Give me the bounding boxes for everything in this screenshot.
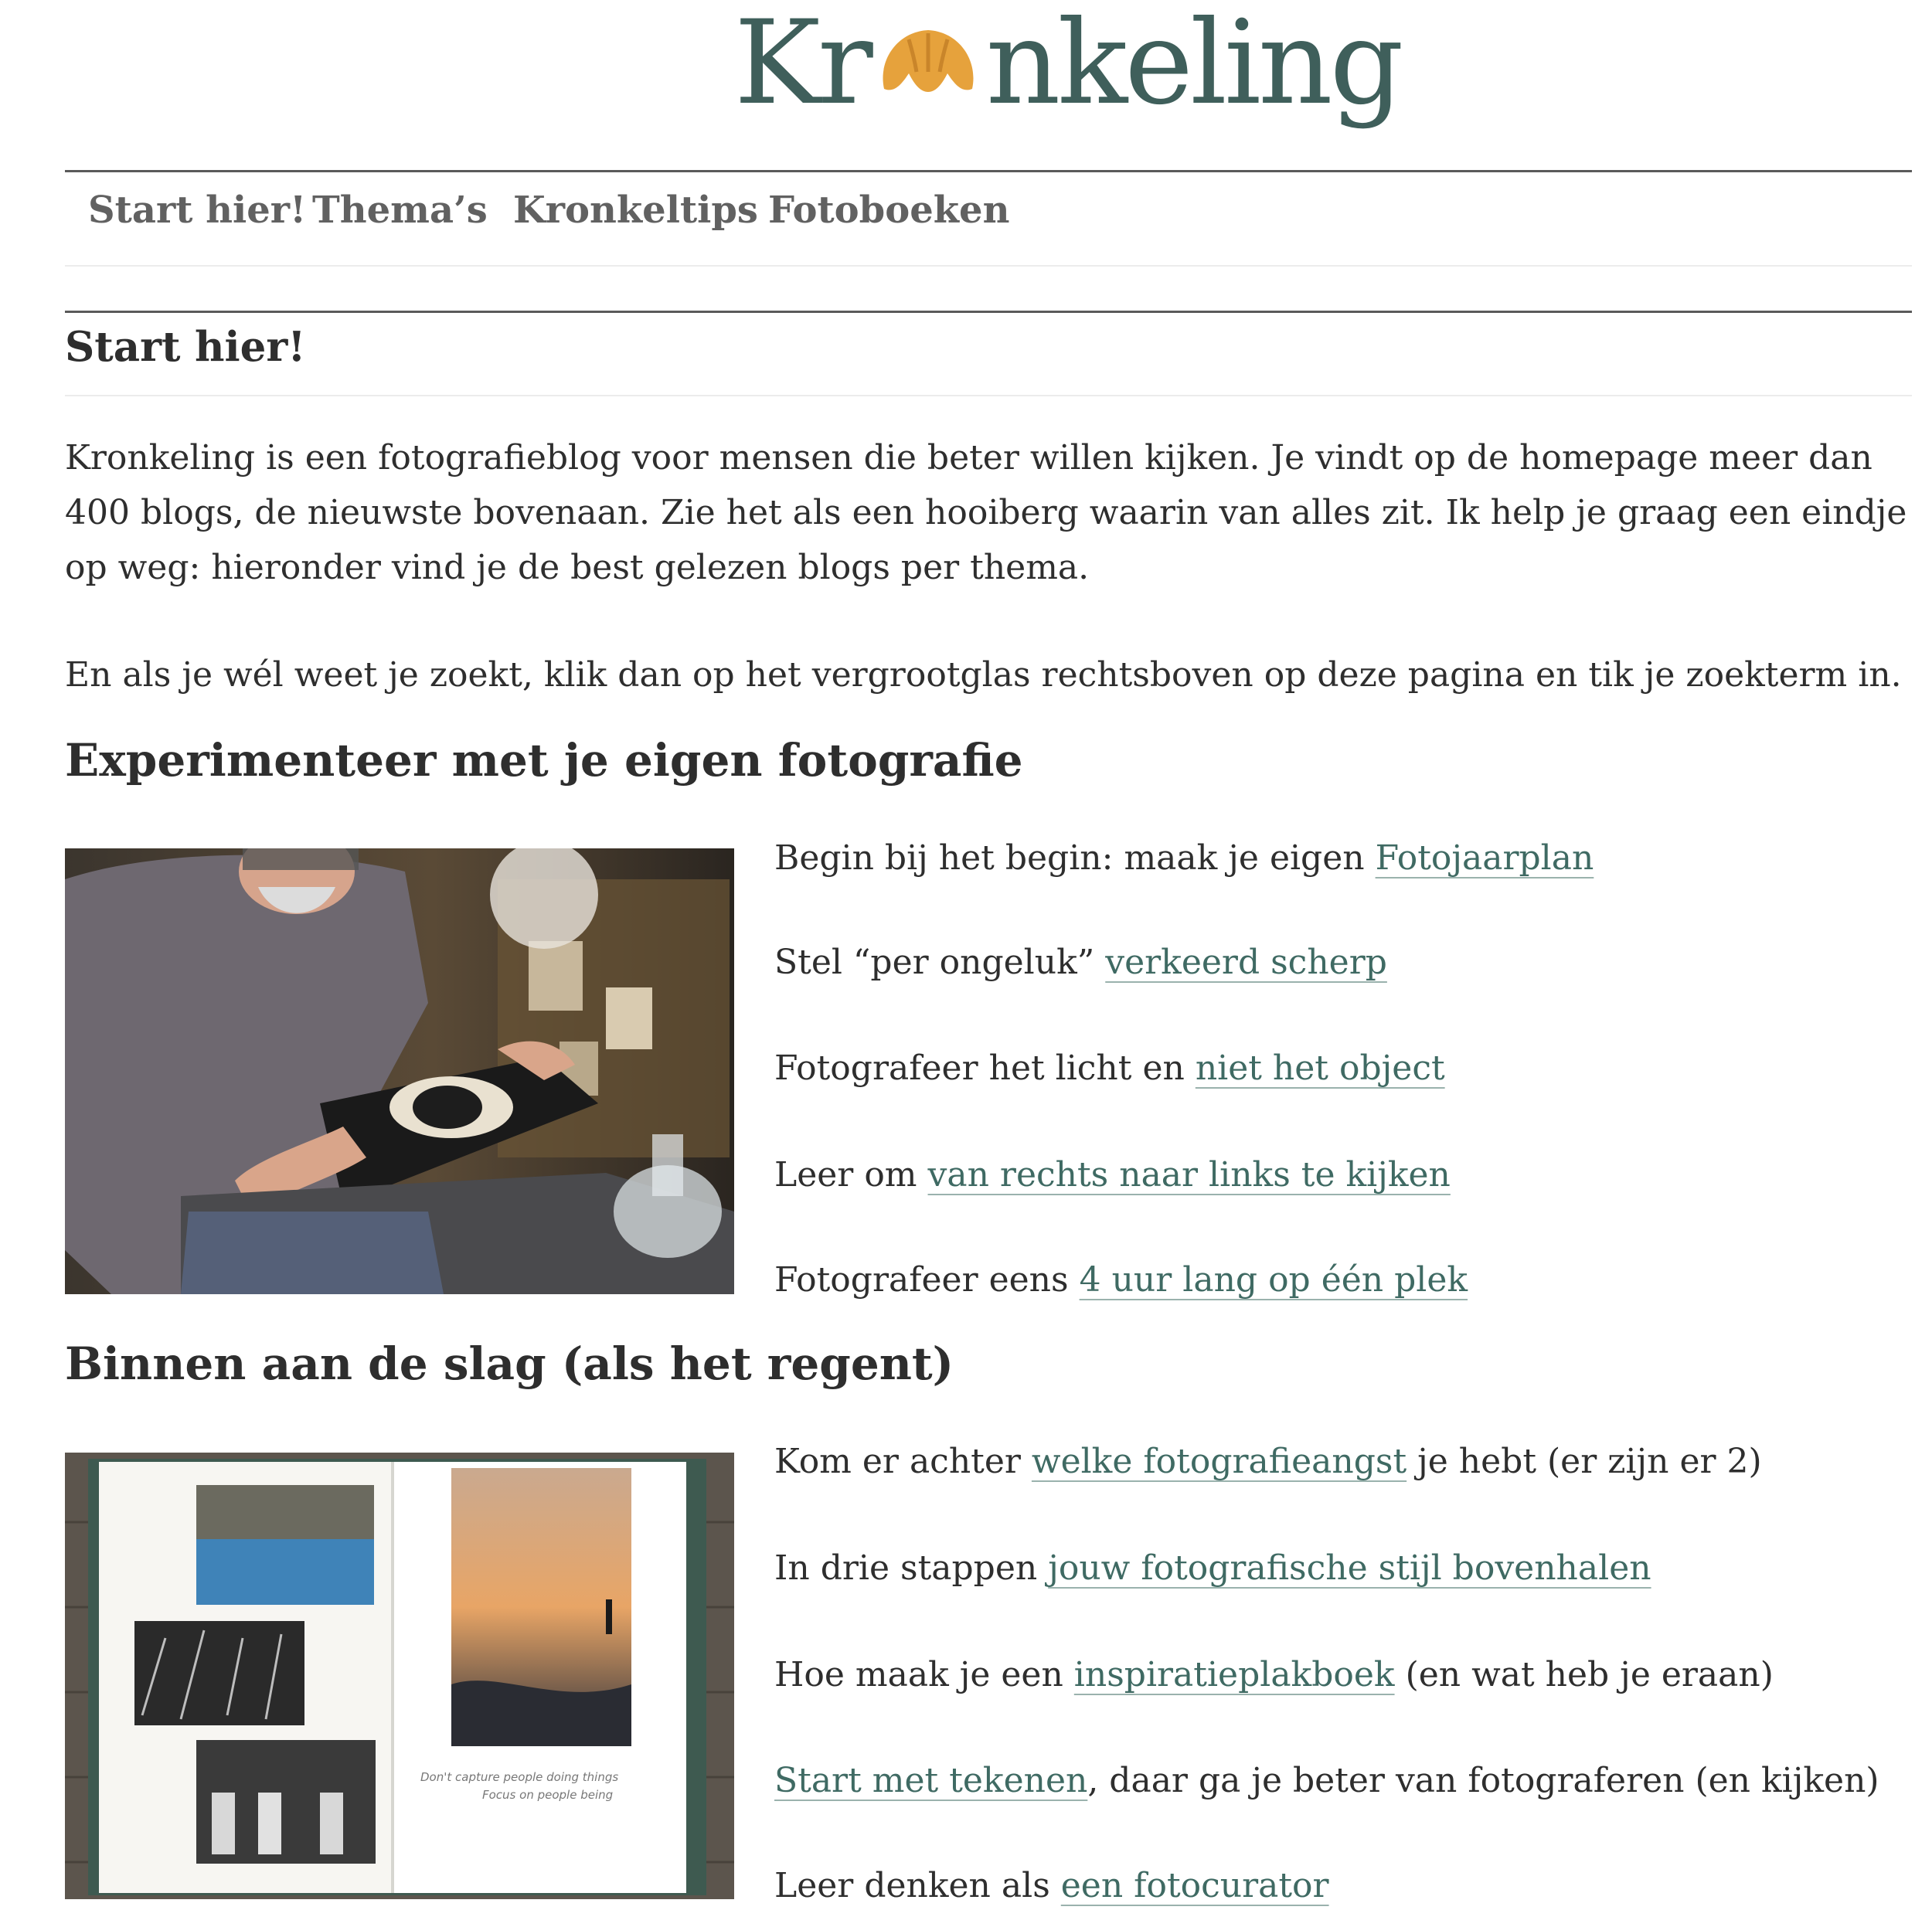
croissant-icon — [870, 18, 986, 110]
item-text-after: , daar ga je beter van fotograferen (en kijken) — [1087, 1761, 1879, 1800]
nav-item-kronkeltips[interactable]: Kronkeltips — [513, 189, 758, 232]
intro-paragraph: Kronkeling is een fotografieblog voor mensen die beter willen kijken. Je vindt op de homepage meer dan 400 blogs, de nieuwste bovenaan. Zie het als een hooiberg waarin van alles zit. Ik help je graag een eindje op weg: hieronder vind je de best gelezen blogs per thema. — [65, 438, 1907, 587]
list-item — [774, 1758, 1879, 1804]
scrapbook-quote-line2: Focus on people being — [482, 1788, 614, 1802]
link-fotocurator[interactable]: een fotocurator — [1060, 1866, 1329, 1905]
logo-text-right: nkeling — [985, 0, 1401, 131]
section-title-binnen: Binnen aan de slag (als het regent) — [65, 1337, 954, 1390]
link-fotografieangst[interactable]: welke fotografieangst — [1031, 1442, 1407, 1481]
list-item — [774, 1652, 1774, 1698]
link-van-rechts-naar-links[interactable]: van rechts naar links te kijken — [927, 1155, 1451, 1195]
list-item — [774, 1439, 1762, 1485]
photo-photographer-at-work — [65, 848, 734, 1294]
title-top-rule — [65, 311, 1912, 313]
list-item — [774, 1152, 1451, 1198]
item-text: Begin bij het begin: maak je eigen — [774, 838, 1376, 878]
list-item — [774, 1045, 1445, 1092]
link-niet-het-object[interactable]: niet het object — [1195, 1048, 1445, 1088]
link-fotografische-stijl[interactable]: jouw fotografische stijl bovenhalen — [1048, 1548, 1651, 1588]
title-bottom-rule — [65, 395, 1912, 396]
item-text-after: je hebt (er zijn er 2) — [1406, 1442, 1762, 1481]
main-nav — [65, 172, 1912, 264]
search-hint-paragraph: En als je wél weet je zoekt, klik dan op het vergrootglas rechtsboven op deze pagina en tik je zoekterm in. — [65, 655, 1902, 695]
photo-scrapbook — [65, 1453, 734, 1899]
site-header — [0, 0, 1932, 155]
list-item — [774, 835, 1594, 882]
link-start-met-tekenen[interactable]: Start met tekenen — [774, 1761, 1088, 1800]
list-item — [774, 1545, 1651, 1592]
link-inspiratieplakboek[interactable]: inspiratieplakboek — [1073, 1655, 1395, 1694]
scrapbook-quote-line1: Don't capture people doing things — [420, 1770, 619, 1784]
section-title-experimenteer: Experimenteer met je eigen fotografie — [65, 734, 1023, 787]
item-text: Kom er achter — [774, 1442, 1032, 1481]
item-text: Fotografeer eens — [774, 1260, 1080, 1300]
link-verkeerd-scherp[interactable]: verkeerd scherp — [1105, 943, 1387, 982]
list-item — [774, 1257, 1468, 1303]
site-logo[interactable] — [734, 0, 1401, 141]
nav-item-themas[interactable]: Thema’s — [312, 189, 488, 232]
link-fotojaarplan[interactable]: Fotojaarplan — [1375, 838, 1594, 878]
page-title: Start hier! — [65, 323, 306, 371]
list-item — [774, 1863, 1329, 1909]
item-text-after: (en wat heb je eraan) — [1394, 1655, 1774, 1694]
nav-item-fotoboeken[interactable]: Fotoboeken — [768, 189, 1010, 232]
item-text: In drie stappen — [774, 1548, 1049, 1588]
nav-bottom-rule — [65, 265, 1912, 267]
item-text: Hoe maak je een — [774, 1655, 1074, 1694]
item-text: Stel “per ongeluk” — [774, 943, 1106, 982]
nav-item-start-hier[interactable]: Start hier! — [88, 189, 307, 232]
logo-text-left: Kr — [734, 0, 870, 131]
item-text: Leer om — [774, 1155, 928, 1195]
link-4-uur-lang[interactable]: 4 uur lang op één plek — [1079, 1260, 1468, 1300]
item-text: Fotografeer het licht en — [774, 1048, 1196, 1088]
item-text: Leer denken als — [774, 1866, 1061, 1905]
list-item — [774, 940, 1387, 986]
